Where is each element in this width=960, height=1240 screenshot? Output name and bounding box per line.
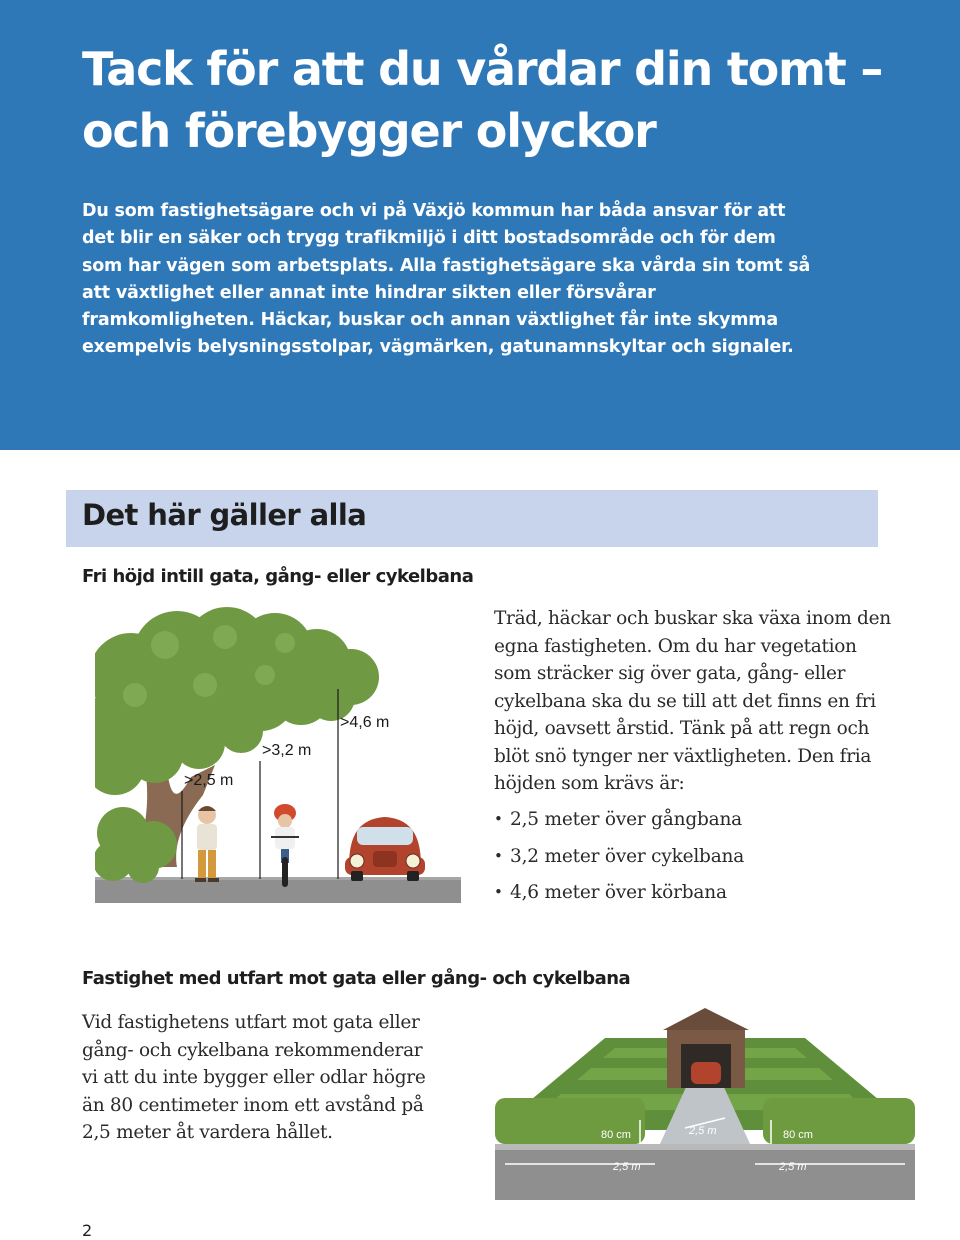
driveway-paragraph: Vid fastighetens utfart mot gata eller gång- och cykelbana rekommenderar vi att du inte bygger eller odlar högre än 80 centimeter inom ett avstånd på 2,5 meter åt vardera hållet. [82,1012,426,1143]
right-distance-label: 2,5 m [779,1161,807,1173]
page-number: 2 [82,1221,93,1240]
page-title-line-2: och förebygger olyckor [82,104,656,158]
page-title-line-1: Tack för att du vårdar din tomt – [82,42,883,96]
street [495,1144,915,1200]
clearance-paragraph: Träd, häckar och buskar ska växa inom den egna fastigheten. Om du har vegetation som sträcker sig över gata, gång- eller cykelbana ska du se till att det finns en fri höjd, oavsett årstid. Tänk på att regn och blöt snö tynger ner växtligheten. Den fria höjden som krävs är: [494,608,891,794]
left-distance-label: 2,5 m [613,1161,641,1173]
walk-clearance-label: >2,5 m [184,772,234,789]
section-heading-band [66,490,878,547]
list-item: • 4,6 meter över körbana [494,882,727,903]
list-item: • 3,2 meter över cykelbana [494,845,745,867]
clearance-illustration [95,605,465,905]
car-figure [345,817,425,881]
car-clearance-label: >4,6 m [340,714,390,731]
intro-paragraph: Du som fastighetsägare och vi på Växjö kommun har båda ansvar för att det blir en säker och trygg trafikmiljö i ditt bostadsområde och för dem som har vägen som arbetsplats. Alla fastighetsägare ska vårda sin tomt så att växtlighet eller annat inte hindrar sikten eller försvårar framkomligheten. Häckar, buskar och annan växtlighet får inte skymma exempelvis belysningsstolpar, vägmärken, gatunamnskyltar och signaler. [82,201,811,358]
list-item-text: 3,2 meter över cykelbana [510,845,745,867]
pedestrian-figure [195,806,219,882]
right-height-label: 80 cm [783,1129,813,1141]
clearance-subheading: Fri höjd intill gata, gång- eller cykelbana [82,566,474,587]
hero-banner [0,0,960,450]
cyclist-figure [271,804,299,887]
page-title [82,38,922,162]
list-item-text: 4,6 meter över körbana [510,882,727,903]
bike-clearance-label: >3,2 m [262,742,312,759]
left-height-label: 80 cm [601,1129,631,1141]
road-surface [95,879,461,903]
driveway-subheading: Fastighet med utfart mot gata eller gång- och cykelbana [82,968,631,989]
clearance-list [494,805,744,915]
list-item: • 2,5 meter över gångbana [494,809,743,830]
center-depth-label: 2,5 m [689,1125,717,1137]
driveway-illustration [495,1000,915,1202]
section-heading: Det här gäller alla [82,498,367,532]
list-item-text: 2,5 meter över gångbana [510,809,743,830]
